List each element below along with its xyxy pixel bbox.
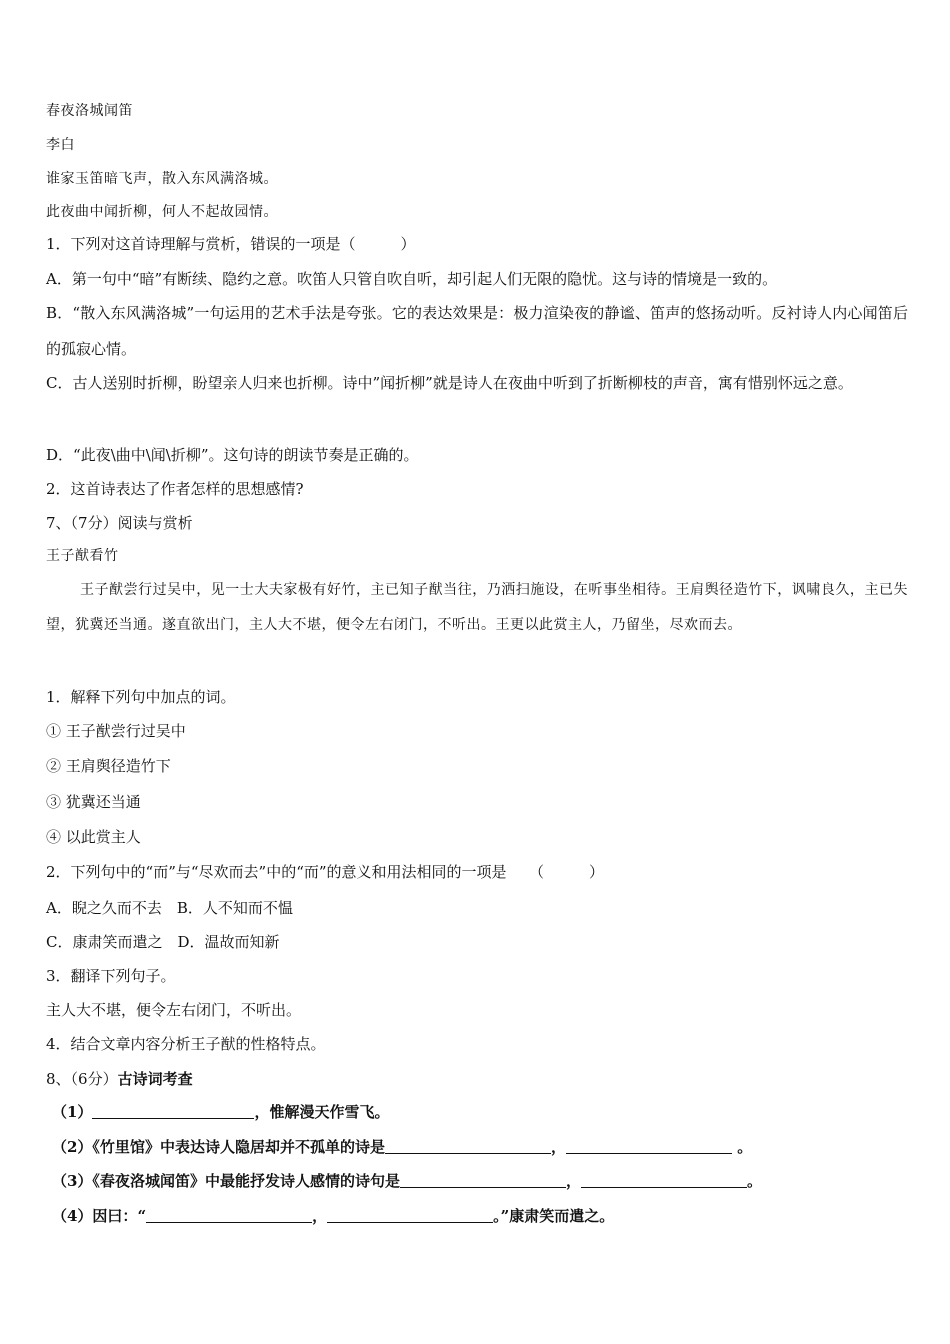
poem-title: 春夜洛城闻笛 [46,103,133,119]
section-7-question-3: 3．翻译下列句子。 [46,967,176,985]
answer-blank-4a[interactable] [146,1206,312,1223]
section-7-question-4: 4．结合文章内容分析王子猷的性格特点。 [46,1035,326,1053]
option-a: A．第一句中“暗”有断续、隐约之意。吹笛人只管自吹自听，却引起人们无限的隐忧。这与诗的情境是一致的。 [46,270,778,288]
options-a-b: A．睨之久而不去 B．人不知而不愠 [46,899,293,917]
answer-blank-3b[interactable] [581,1171,747,1188]
answer-blank-3a[interactable] [400,1171,566,1188]
poem-line-2: 此夜曲中闻折柳，何人不起故园情。 [46,204,278,220]
question-2: 2．这首诗表达了作者怎样的思想感情? [46,480,304,498]
fill-item-4-end: 。”康肃笑而遣之。 [493,1207,615,1225]
section-7-question-2: 2．下列句中的“而”与“尽欢而去”中的“而”的意义和用法相同的一项是 （ ） [46,863,605,881]
option-d: D．“此夜\曲中\闻\折柳”。这句诗的朗读节奏是正确的。 [46,446,419,464]
answer-blank-2a[interactable] [385,1137,551,1154]
answer-blank-4b[interactable] [327,1206,493,1223]
fill-item-1-label: （1） [52,1103,93,1121]
section-8-title: 古诗词考查 [117,1070,193,1088]
option-b: B．“散入东风满洛城”一句运用的艺术手法是夸张。它的表达效果是：极力渲染夜的静谧、笛声的悠扬动听。反衬诗人内心闻笛后的孤寂心情。 [46,304,908,358]
fill-item-3-sep: ， [565,1172,581,1190]
option-c: C．古人送别时折柳，盼望亲人归来也折柳。诗中”闻折柳”就是诗人在夜曲中听到了折断柳枝的声音，寓有惜别怀远之意。 [46,374,853,392]
word-item-2: ② 王肩舆径造竹下 [46,757,171,775]
fill-item-3 [52,1171,914,1191]
section-7-heading: 7、（7分）阅读与赏析 [46,514,193,532]
fill-item-2-sep: ， [550,1138,566,1156]
word-item-1: ① 王子猷尝行过吴中 [46,722,186,740]
section-8-heading [46,1069,908,1089]
fill-item-1 [52,1102,914,1122]
fill-item-4-text: （4）因曰：“ [52,1207,147,1225]
fill-item-2 [52,1137,914,1157]
fill-item-2-text: （2）《竹里馆》中表达诗人隐居却并不孤单的诗是 [52,1138,385,1156]
section-7-question-1: 1．解释下列句中加点的词。 [46,688,236,706]
word-item-4: ④ 以此赏主人 [46,828,141,846]
word-item-3: ③ 犹冀还当通 [46,793,141,811]
poem-author: 李白 [46,137,75,153]
translate-sentence: 主人大不堪，便令左右闭门，不听出。 [46,1001,302,1019]
answer-blank-2b[interactable] [566,1137,732,1154]
passage-text: 王子猷尝行过吴中，见一士大夫家极有好竹，主已知子猷当往，乃洒扫施设，在听事坐相待。王肩舆径造竹下，讽啸良久，主已失望，犹冀还当通。遂直欲出门，主人大不堪，便令左右闭门，不听出。王更以此赏主人，乃留坐，尽欢而去。 [46,582,908,633]
fill-item-1-text: ，惟解漫天作雪飞。 [254,1103,390,1121]
fill-item-2-end: 。 [731,1138,753,1156]
fill-item-3-end: 。 [746,1172,762,1190]
options-c-d: C．康肃笑而遣之 D．温故而知新 [46,933,280,951]
question-1: 1．下列对这首诗理解与赏析，错误的一项是（ ） [46,235,416,253]
fill-item-4-sep: ， [312,1207,328,1225]
poem-line-1: 谁家玉笛暗飞声，散入东风满洛城。 [46,171,278,187]
fill-item-3-text: （3）《春夜洛城闻笛》中最能抒发诗人感情的诗句是 [52,1172,400,1190]
section-8-prefix: 8、（6分） [46,1070,118,1088]
answer-blank-1[interactable] [92,1102,254,1119]
passage-title: 王子猷看竹 [46,548,119,564]
fill-item-4 [52,1206,914,1226]
